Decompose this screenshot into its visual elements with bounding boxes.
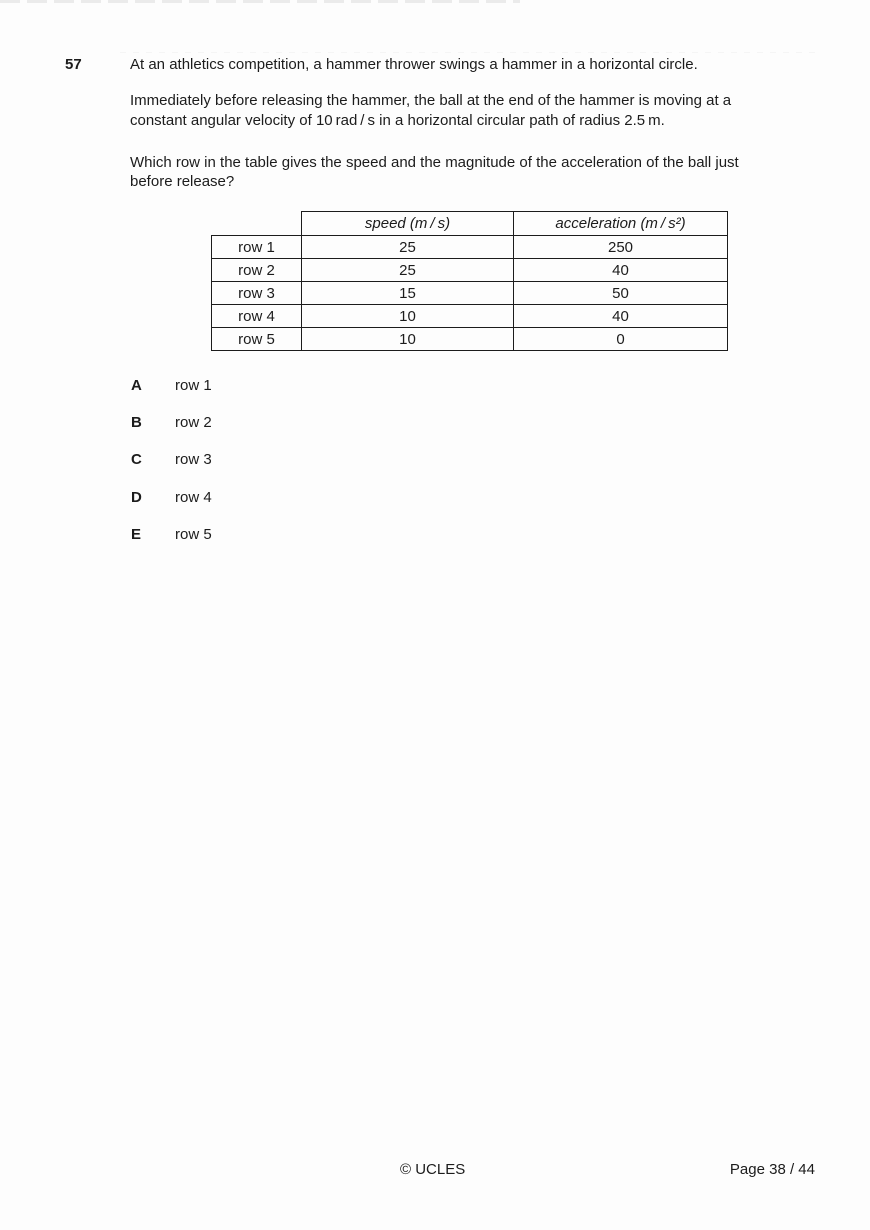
column-header-speed: speed (m / s) — [302, 212, 514, 236]
speed-value: 10 — [302, 328, 514, 351]
table-row — [212, 259, 728, 282]
option-text: row 1 — [175, 377, 212, 394]
option-letter: D — [131, 489, 142, 506]
scan-artifact-top — [0, 0, 520, 3]
speed-value: 25 — [302, 259, 514, 282]
table-corner-cell — [212, 212, 302, 236]
table-row — [212, 282, 728, 305]
acceleration-value: 40 — [514, 305, 728, 328]
acceleration-value: 50 — [514, 282, 728, 305]
row-label: row 1 — [212, 236, 302, 259]
acceleration-value: 250 — [514, 236, 728, 259]
table-row — [212, 328, 728, 351]
option-letter: B — [131, 414, 142, 431]
option-letter: E — [131, 526, 142, 543]
speed-value: 10 — [302, 305, 514, 328]
option-e — [131, 525, 212, 544]
row-label: row 3 — [212, 282, 302, 305]
option-letter: A — [131, 377, 142, 394]
speed-value: 25 — [302, 236, 514, 259]
option-text: row 2 — [175, 414, 212, 431]
question-prompt-line-1: Which row in the table gives the speed and the magnitude of the acceleration of the ball just — [130, 154, 739, 171]
question-intro-line: At an athletics competition, a hammer thrower swings a hammer in a horizontal circle. — [130, 56, 698, 73]
acceleration-value: 40 — [514, 259, 728, 282]
question-prompt-line-2: before release? — [130, 173, 235, 190]
table-row — [212, 305, 728, 328]
option-b — [131, 413, 212, 432]
question-number: 57 — [65, 56, 82, 73]
question-body-line-1: Immediately before releasing the hammer, the ball at the end of the hammer is moving at a — [130, 92, 732, 109]
row-label: row 5 — [212, 328, 302, 351]
question-body-line-2: constant angular velocity of 10 rad / s in a horizontal circular path of radius 2.5 m. — [130, 112, 665, 129]
answer-table — [211, 211, 728, 351]
option-letter: C — [131, 451, 142, 468]
copyright-notice: © UCLES — [400, 1161, 466, 1178]
table-row — [212, 236, 728, 259]
table-header-row — [212, 212, 728, 236]
row-label: row 2 — [212, 259, 302, 282]
option-a — [131, 376, 212, 395]
option-text: row 5 — [175, 526, 212, 543]
option-text: row 3 — [175, 451, 212, 468]
option-text: row 4 — [175, 489, 212, 506]
acceleration-value: 0 — [514, 328, 728, 351]
page-number: Page 38 / 44 — [729, 1161, 815, 1178]
scan-artifact-noise — [120, 52, 820, 53]
speed-value: 15 — [302, 282, 514, 305]
row-label: row 4 — [212, 305, 302, 328]
column-header-acceleration: acceleration (m / s²) — [514, 212, 728, 236]
option-d — [131, 488, 212, 507]
option-c — [131, 450, 212, 469]
